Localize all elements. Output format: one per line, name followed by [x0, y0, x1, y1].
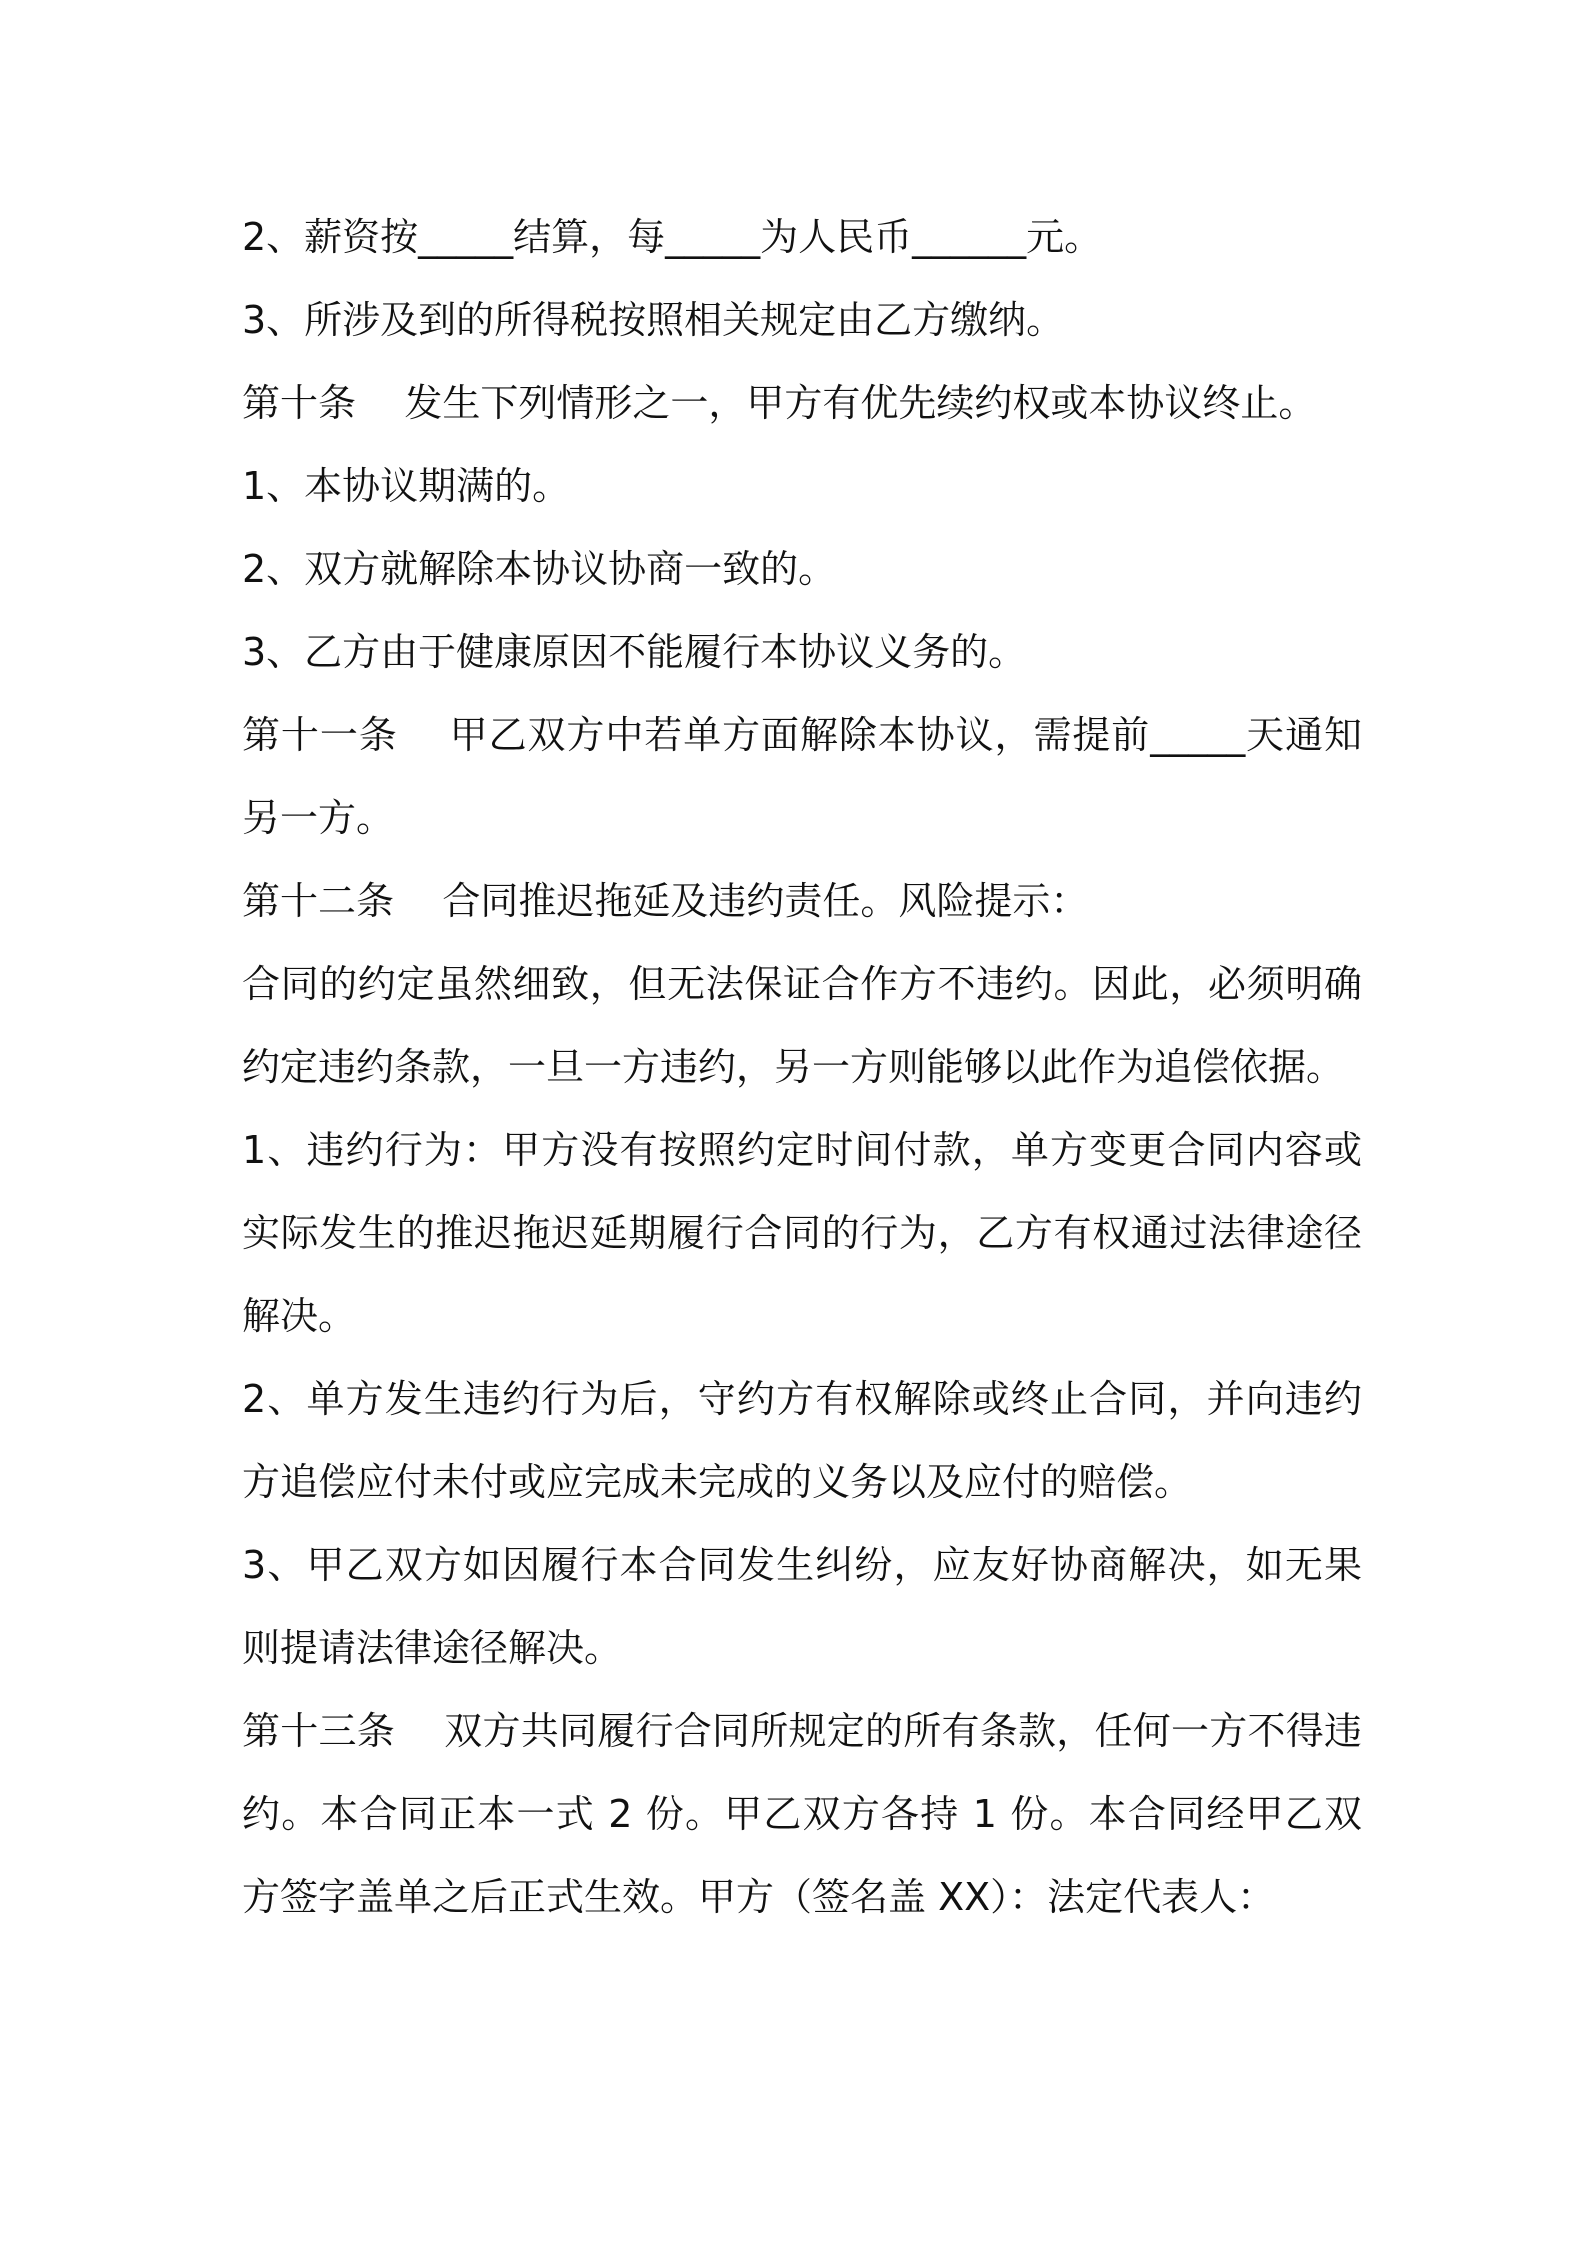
article-10-item-2: 2、双方就解除本协议协商一致的。	[242, 547, 837, 591]
article-10-item-1: 1、本协议期满的。	[242, 464, 571, 508]
article-12-item-1: 1、违约行为：甲方没有按照约定时间付款，单方变更合同内容或实际发生的推迟拖迟延期履行合同的行为，乙方有权通过法律途径解决。	[242, 1128, 1362, 1338]
article-12-heading: 第十二条 合同推迟拖延及违约责任。风险提示：	[242, 879, 1089, 923]
article-10-item-3: 3、乙方由于健康原因不能履行本协议义务的。	[242, 630, 1027, 674]
article-12-risk-note: 合同的约定虽然细致，但无法保证合作方不违约。因此，必须明确约定违约条款，一旦一方违约，另一方则能够以此作为追偿依据。	[242, 962, 1362, 1089]
document-body	[242, 196, 1362, 1939]
article-13: 第十三条 双方共同履行合同所规定的所有条款，任何一方不得违约。本合同正本一式 2 份。甲乙双方各持 1 份。本合同经甲乙双方签字盖单之后正式生效。甲方（签名盖 XX）：法定代表人：	[242, 1709, 1362, 1919]
clause-income-tax: 3、所涉及到的所得税按照相关规定由乙方缴纳。	[242, 298, 1065, 342]
clause-salary-settlement: 2、薪资按_____结算，每_____为人民币______元。	[242, 215, 1103, 259]
article-12-item-3: 3、甲乙双方如因履行本合同发生纠纷，应友好协商解决，如无果则提请法律途径解决。	[242, 1543, 1362, 1670]
article-11: 第十一条 甲乙双方中若单方面解除本协议，需提前_____天通知另一方。	[242, 713, 1362, 840]
article-12-item-2: 2、单方发生违约行为后，守约方有权解除或终止合同，并向违约方追偿应付未付或应完成未完成的义务以及应付的赔偿。	[242, 1377, 1362, 1504]
article-10-heading: 第十条 发生下列情形之一，甲方有优先续约权或本协议终止。	[242, 381, 1317, 425]
